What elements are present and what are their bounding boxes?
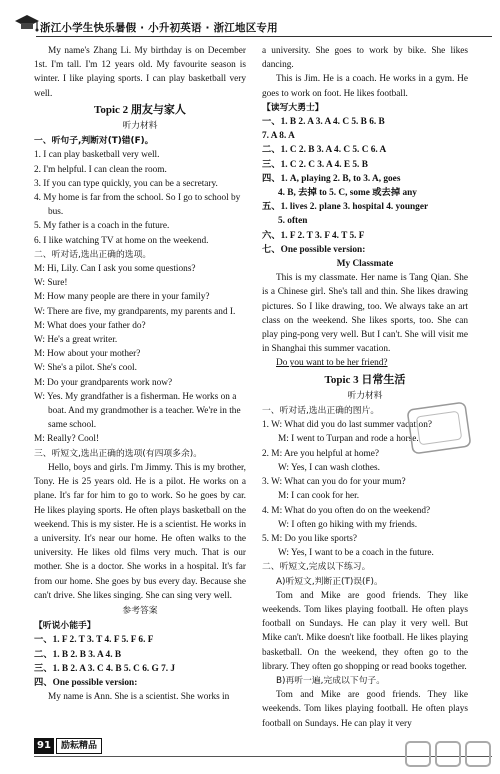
dialogue-line: 5. M: Do you like sports? bbox=[262, 533, 358, 544]
section1-title: 一、听句子,判断对(T)错(F)。 bbox=[34, 136, 154, 147]
answer-line: 一、1. F 2. T 3. T 4. F 5. F 6. F bbox=[34, 635, 154, 646]
page-header bbox=[0, 0, 500, 50]
section2-title: 二、听对话,选出正确的选项。 bbox=[34, 249, 152, 260]
dialogue-line: W: Yes. My grandfather is a fisherman. He works on a boat. And my grandmother is a teacher. We're in the same school. bbox=[34, 391, 241, 431]
intro-paragraph: My name's Zhang Li. My birthday is on December 1st. I'm tall. I'm 12 years old. My favourite season is winter. I like playing sports. I can play basketball very well. bbox=[34, 46, 246, 99]
dialogue-line: W: Yes, I can wash clothes. bbox=[278, 462, 380, 473]
header-title: 浙江小学生快乐暑假 · 小升初英语 · 浙江地区专用 bbox=[40, 22, 278, 34]
dialogue-line: 3. W: What can you do for your mum? bbox=[262, 477, 406, 488]
dialogue-line: W: He's a great writer. bbox=[34, 335, 118, 346]
answer-line: 七、One possible version: bbox=[262, 244, 366, 255]
section2-title: 二、听短文,完成以下练习。 bbox=[262, 562, 371, 573]
essay-title: My Classmate bbox=[336, 259, 394, 270]
answer-line: 六、1. F 2. T 3. F 4. T 5. F bbox=[262, 230, 365, 241]
answer-line: 5. often bbox=[278, 216, 308, 227]
dialogue-line: M: What does your father do? bbox=[34, 320, 146, 331]
list-item: 5. My father is a coach in the future. bbox=[34, 221, 170, 232]
answer-line: 7. A 8. A bbox=[262, 131, 295, 142]
dialogue-line: W: She's a pilot. She's cool. bbox=[34, 363, 137, 374]
dialogue-line: W: There are five, my grandparents, my parents and I. bbox=[34, 306, 236, 317]
answer-line: 二、1. B 2. B 3. A 4. B bbox=[34, 649, 122, 660]
answer-line: 四、1. A, playing 2. B, to 3. A, goes bbox=[262, 173, 401, 184]
section2a-passage: Tom and Mike are good friends. They like weekends. Tom likes playing football. He often plays football on Sundays. He can play it very well. But Mike can't. Mike doesn't like football. He likes playing basketball. On the weekend, they often go to the library. They often go shopping or read books together. bbox=[262, 590, 468, 672]
dialogue-line: M: How many people are there in your family? bbox=[34, 292, 210, 303]
answer-line: 二、1. C 2. B 3. A 4. C 5. C 6. A bbox=[262, 145, 387, 156]
brand-label: 励耘精品 bbox=[56, 738, 102, 754]
section1-list bbox=[34, 148, 246, 247]
dialogue-line: W: I often go hiking with my friends. bbox=[278, 519, 418, 530]
essay-text: This is my classmate. Her name is Tang Qian. She is a Chinese girl. She's tall and thin. She likes drawing pictures. So I like drawing, too. We always take an art class on the weekend. She likes sports, too. She can play ping-pong very well. But I can't. She will visit me in Shanghai this summer vacation. bbox=[262, 273, 468, 355]
section1-title: 一、听对话,选出正确的图片。 bbox=[262, 406, 380, 417]
page-number: 91 bbox=[34, 738, 54, 754]
dialogue-line: M: Hi, Lily. Can I ask you some questions? bbox=[34, 264, 196, 275]
topic2-title: Topic 2 朋友与家人 bbox=[94, 103, 186, 116]
section2b-passage: Tom and Mike are good friends. They like weekends. Tom likes playing football. He often plays football on Sundays. He can play it very bbox=[262, 690, 468, 729]
dialogue-line: W: Sure! bbox=[34, 278, 68, 289]
list-item: 3. If you can type quickly, you can be a secretary. bbox=[34, 178, 218, 189]
listening-material-title: 听力材料 bbox=[347, 390, 383, 401]
essay-question: Do you want to be her friend? bbox=[276, 358, 388, 369]
list-item: 1. I can play basketball very well. bbox=[34, 150, 160, 161]
dialogue-line: M: I can cook for her. bbox=[278, 491, 360, 502]
answer-essay: My name is Ann. She is a scientist. She works in bbox=[48, 692, 230, 703]
list-item: 2. I'm helpful. I can clean the room. bbox=[34, 164, 167, 175]
header-divider bbox=[36, 36, 492, 37]
dialogue-line: 2. M: Are you helpful at home? bbox=[262, 448, 379, 459]
dialogue-line: W: Yes, I want to be a coach in the future. bbox=[278, 548, 434, 559]
dialogue-line: M: Do your grandparents work now? bbox=[34, 377, 173, 388]
left-column bbox=[34, 44, 246, 704]
stamp-icon bbox=[404, 400, 474, 456]
section2b-title: B)再听一遍,完成以下句子。 bbox=[276, 675, 386, 686]
section2a-title: A)听短文,判断正(T)误(F)。 bbox=[276, 576, 383, 587]
answer-line: 三、1. C 2. C 3. A 4. E 5. B bbox=[262, 159, 368, 170]
answer-line: 一、1. B 2. A 3. A 4. C 5. B 6. B bbox=[262, 117, 385, 128]
dialogue-line: M: How about your mother? bbox=[34, 349, 141, 360]
continued-text: a university. She goes to work by bike. She likes dancing. bbox=[262, 46, 468, 71]
listening-material-title: 听力材料 bbox=[122, 121, 158, 132]
right-column bbox=[262, 44, 468, 731]
dialogue-line: M: Really? Cool! bbox=[34, 434, 100, 445]
section3-passage: Hello, boys and girls. I'm Jimmy. This is my brother, Tony. He is 25 years old. He is a pilot. He works on a plane. It's far for him to go to work. So he goes by car. He likes playing sports. He often plays basketball on the weekend. This is my sister. He is a scientist. He works in a university. It's near our home. He often walks to the university. He likes old films very much. That is our mother. She is a doctor. She works in a hospital. It's far from our home. She goes by bus every day. Because she can't drive. She likes singing. She can sing very well. bbox=[34, 462, 246, 601]
watermark-logo-icon bbox=[404, 738, 494, 772]
continued-text-2: This is Jim. He is a coach. He works in a gym. He goes to work on foot. He likes football. bbox=[262, 74, 468, 99]
topic3-title: Topic 3 日常生活 bbox=[324, 373, 406, 386]
answer-line: 五、1. lives 2. plane 3. hospital 4. younger bbox=[262, 202, 429, 213]
answer-line: 4. B, 去掉 to 5. C, some 或去掉 any bbox=[278, 188, 417, 199]
dialogue-line: 1. W: What did you do last summer vacation? bbox=[262, 420, 432, 431]
answers-title: 参考答案 bbox=[122, 605, 158, 616]
section3-title: 三、听短文,选出正确的选项(有四项多余)。 bbox=[34, 448, 203, 459]
listen-hand-title: 【听说小能手】 bbox=[34, 621, 96, 632]
graduation-cap-icon bbox=[14, 12, 40, 36]
answer-line: 三、1. B 2. A 3. C 4. B 5. C 6. G 7. J bbox=[34, 663, 176, 674]
dialogue-line: M: I went to Turpan and rode a horse. bbox=[278, 434, 419, 445]
list-item: 6. I like watching TV at home on the weekend. bbox=[34, 235, 209, 246]
dialogue bbox=[34, 262, 246, 447]
dialogue-line: 4. M: What do you often do on the weekend? bbox=[262, 505, 431, 516]
list-item: 4. My home is far from the school. So I go to school by bus. bbox=[34, 193, 241, 218]
read-write-title: 【读写大勇士】 bbox=[262, 102, 324, 113]
answer-line: 四、One possible version: bbox=[34, 677, 138, 688]
